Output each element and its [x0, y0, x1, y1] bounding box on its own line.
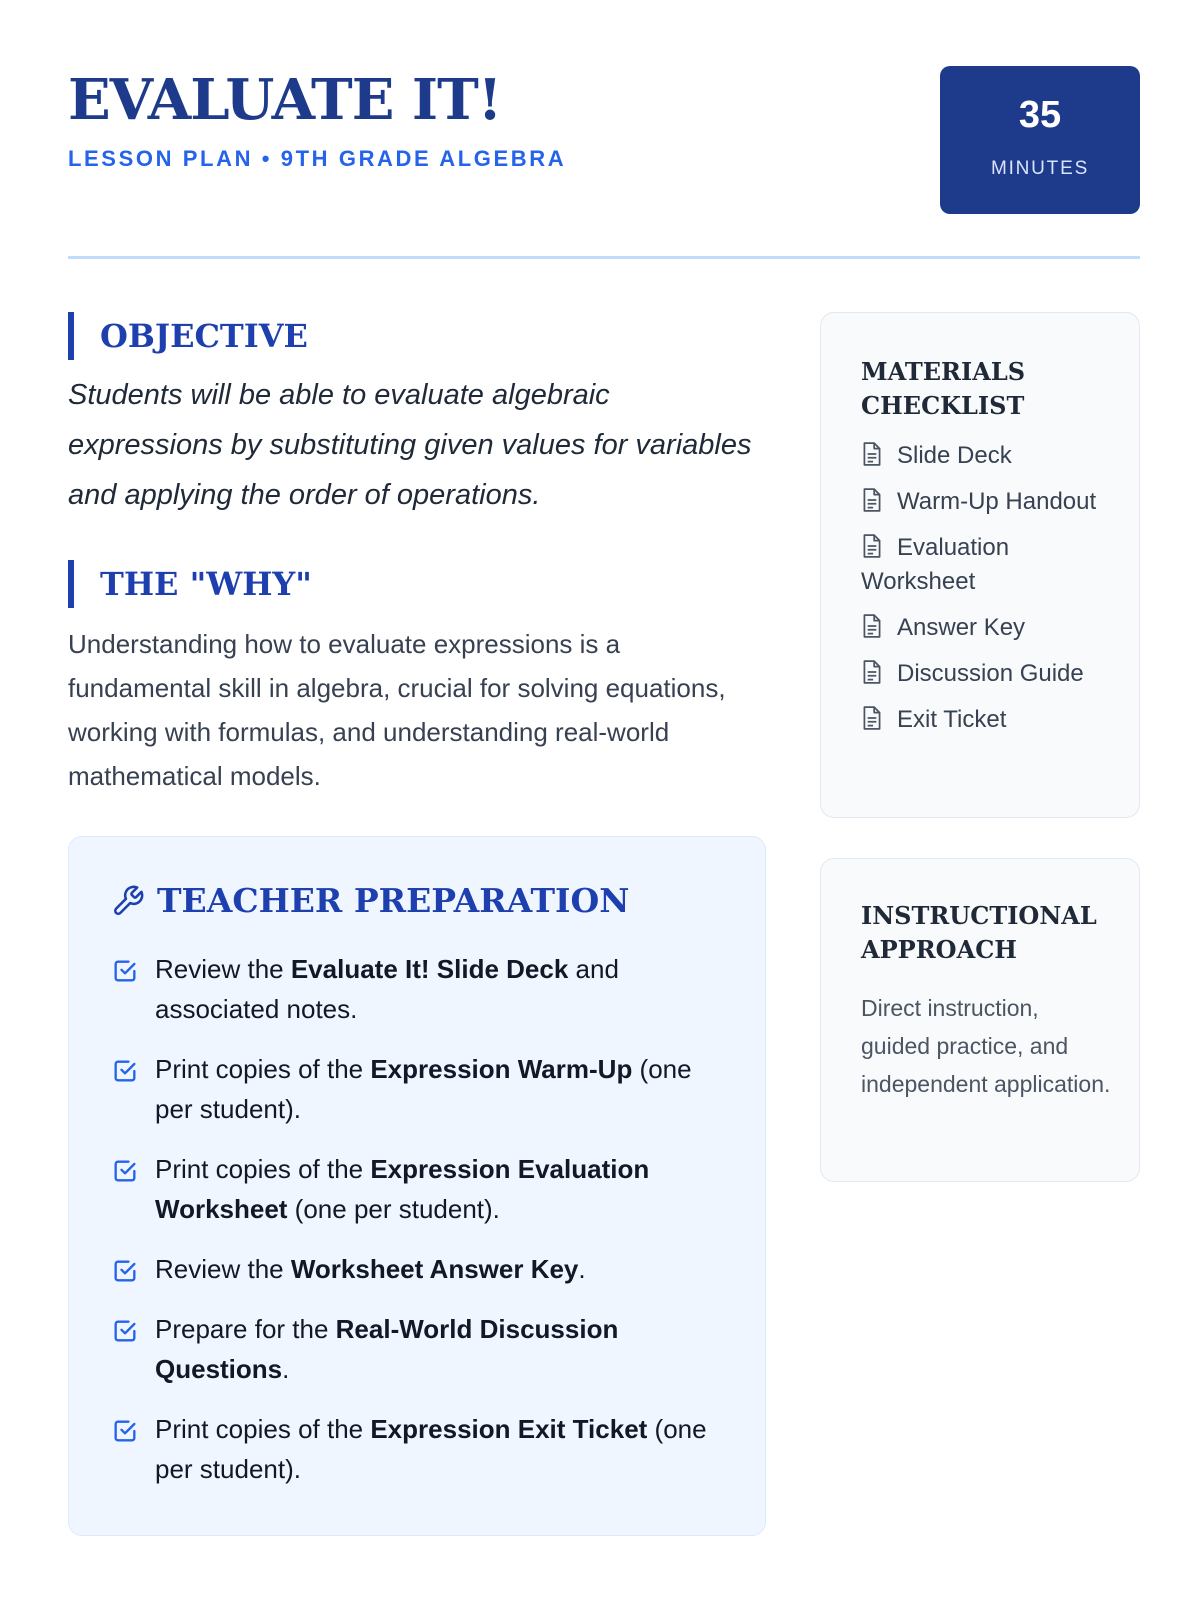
materials-heading: MATERIALS CHECKLIST — [861, 357, 1026, 420]
checkbox-checked-icon — [111, 1417, 139, 1445]
objective-heading — [68, 312, 308, 360]
material-item: Exit Ticket — [861, 703, 1121, 737]
approach-card — [820, 858, 1140, 1182]
document-icon — [861, 705, 883, 731]
checkbox-checked-icon — [111, 1157, 139, 1185]
materials-list — [861, 439, 1121, 749]
checkbox-checked-icon — [111, 1057, 139, 1085]
objective-text: Students will be able to evaluate algebraic expressions by substituting given values for variables and applying the order of operations. — [68, 379, 752, 511]
material-item: Warm-Up Handout — [861, 485, 1121, 519]
approach-text: Direct instruction, guided practice, and independent application. — [861, 995, 1111, 1097]
prep-item-text: Review the Worksheet Answer Key. — [155, 1254, 586, 1284]
prep-item — [111, 1149, 731, 1229]
prep-item — [111, 1309, 731, 1389]
approach-heading: INSTRUCTIONAL APPROACH — [861, 901, 1097, 964]
material-item: Evaluation Worksheet — [861, 534, 1010, 595]
why-heading — [68, 560, 312, 608]
document-icon — [861, 487, 883, 513]
teacher-prep-heading-label: TEACHER PREPARATION — [157, 881, 630, 920]
prep-item-text: Print copies of the Expression Warm-Up (one per student). — [155, 1054, 692, 1124]
duration-value: 35 — [1018, 94, 1062, 136]
prep-item — [111, 949, 731, 1029]
prep-item — [111, 1249, 731, 1289]
checkbox-checked-icon — [111, 957, 139, 985]
lesson-subtitle: LESSON PLAN • 9TH GRADE ALGEBRA — [68, 146, 567, 171]
document-icon — [861, 613, 883, 639]
checkbox-checked-icon — [111, 1317, 139, 1345]
header-divider — [68, 256, 1140, 259]
why-text: Understanding how to evaluate expressions is a fundamental skill in algebra, crucial for solving equations, working with formulas, and understanding real-world mathematical models. — [68, 629, 726, 791]
material-item: Slide Deck — [861, 439, 1121, 473]
prep-item-text: Review the Evaluate It! Slide Deck and associated notes. — [155, 954, 619, 1024]
objective-heading-label: OBJECTIVE — [100, 317, 308, 355]
prep-item — [111, 1049, 731, 1129]
lesson-header — [68, 66, 1140, 216]
materials-card — [820, 312, 1140, 818]
duration-unit: MINUTES — [990, 158, 1090, 179]
wrench-icon — [111, 884, 145, 918]
document-icon — [861, 659, 883, 685]
prep-item-text: Print copies of the Expression Exit Ticket (one per student). — [155, 1414, 707, 1484]
duration-badge — [940, 66, 1140, 214]
document-icon — [861, 441, 883, 467]
why-heading-label: THE "WHY" — [100, 565, 312, 603]
lesson-title: EVALUATE IT! — [68, 67, 502, 133]
prep-item — [111, 1409, 731, 1489]
material-item: Discussion Guide — [861, 657, 1121, 691]
material-item: Answer Key — [861, 611, 1121, 645]
document-icon — [861, 533, 883, 559]
teacher-prep-card — [68, 836, 766, 1536]
prep-item-text: Print copies of the Expression Evaluation Worksheet (one per student). — [155, 1154, 650, 1224]
teacher-prep-list — [111, 949, 731, 1509]
prep-item-text: Prepare for the Real-World Discussion Questions. — [155, 1314, 619, 1384]
checkbox-checked-icon — [111, 1257, 139, 1285]
teacher-prep-heading — [111, 881, 629, 920]
